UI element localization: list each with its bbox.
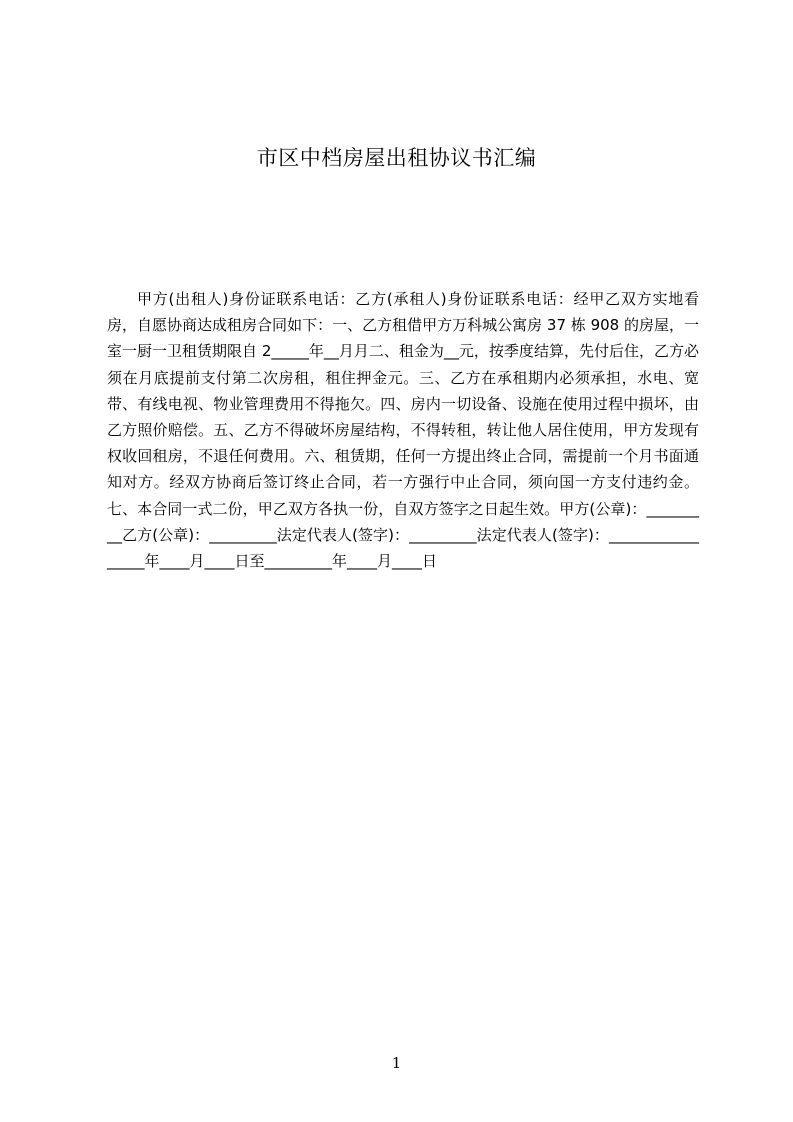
document-title: 市区中档房屋出租协议书汇编 bbox=[256, 146, 537, 170]
contract-body-text: 甲方(出租人)身份证联系电话：乙方(承租人)身份证联系电话：经甲乙双方实地看房，自愿协商达成租房合同如下：一、乙方租借甲方万科城公寓房 37 栋 908 的房屋，一室一厨一卫租赁期限自 2_____年__月月二、租金为__元，按季度结算，先付后住，乙方必须在月底提前支付第二次房租，租住押金元。三、乙方在承租期内必须承担，水电、宽带、有线电视、物业管理费用不得拖欠。四、房内一切设备、设施在使用过程中损坏，由乙方照价赔偿。五、乙方不得破坏房屋结构，不得转租，转让他人居住使用，甲方发现有权收回租房，不退任何费用。六、租赁期，任何一方提出终止合同，需提前一个月书面通知对方。经双方协商后签订终止合同，若一方强行中止合同，须向国一方支付违约金。七、本合同一式二份，甲乙双方各执一份，自双方签字之日起生效。甲方(公章)：_________乙方(公章)：_________法定代表人(签字)：_________法定代表人(签字)：_________________年____月____日至_________年____月____日 bbox=[107, 290, 699, 571]
page-number: 1 bbox=[391, 1054, 402, 1072]
